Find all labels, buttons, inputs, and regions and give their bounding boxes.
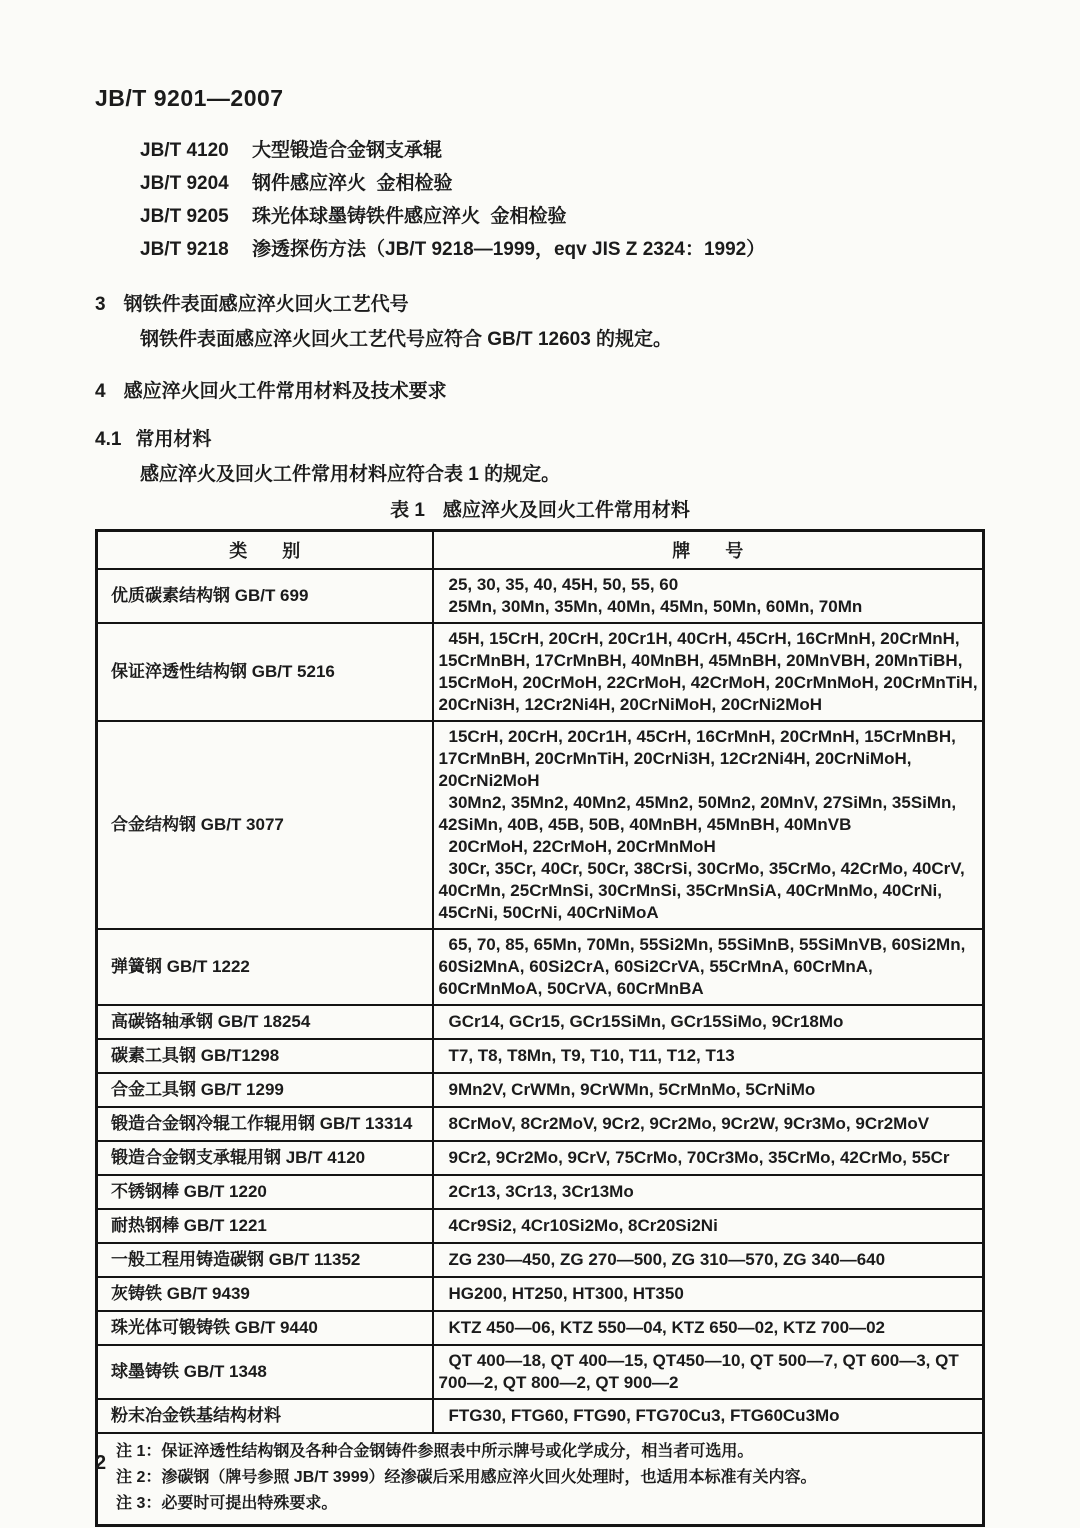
reference-item — [140, 167, 985, 200]
table-row — [97, 1073, 984, 1107]
grade-group: FTG30, FTG60, FTG90, FTG70Cu3, FTG60Cu3Mo — [448, 1406, 840, 1425]
reference-code: JB/T 9204 — [140, 173, 229, 194]
grade-group: 20CrMoH, 22CrMoH, 20CrMnMoH — [448, 837, 716, 856]
grades-cell — [433, 569, 984, 623]
table-row — [97, 1107, 984, 1141]
table-row — [97, 1399, 984, 1433]
standard-number: JB/T 9201—2007 — [95, 85, 284, 111]
table-row — [97, 1243, 984, 1277]
category-column-header: 类 别 — [97, 531, 433, 570]
table-row — [97, 1345, 984, 1399]
grades-cell — [433, 1277, 984, 1311]
materials-notes — [97, 1433, 984, 1526]
category-cell: 灰铸铁 GB/T 9439 — [97, 1277, 433, 1311]
grade-group: 30Mn2, 35Mn2, 40Mn2, 45Mn2, 50Mn2, 20MnV, 27SiMn, 35SiMn, 42SiMn, 40B, 45B, 50B, 40MnBH, 45MnBH, 40MnVB — [438, 793, 957, 834]
category-cell: 合金结构钢 GB/T 3077 — [97, 721, 433, 929]
grade-group: 65, 70, 85, 65Mn, 70Mn, 55Si2Mn, 55SiMnB, 55SiMnVB, 60Si2Mn, 60Si2MnA, 60Si2CrA, 60Si2CrVA, 55CrMnA, 60CrMnA, 60CrMnMoA, 50CrVA, 60CrMnBA — [438, 935, 966, 998]
grades-cell — [433, 1345, 984, 1399]
category-cell: 锻造合金钢支承辊用钢 JB/T 4120 — [97, 1141, 433, 1175]
section-number: 4.1 — [95, 429, 122, 450]
header-row — [97, 531, 984, 570]
grade-group: ZG 230—450, ZG 270—500, ZG 310—570, ZG 340—640 — [448, 1250, 886, 1269]
grade-group: 25, 30, 35, 40, 45H, 50, 55, 60 — [448, 575, 679, 594]
category-cell: 一般工程用铸造碳钢 GB/T 11352 — [97, 1243, 433, 1277]
table-note: 注 3：必要时可提出特殊要求。 — [116, 1495, 338, 1512]
grade-group: 8CrMoV, 8Cr2MoV, 9Cr2, 9Cr2Mo, 9Cr2W, 9Cr3Mo, 9Cr2MoV — [448, 1114, 930, 1133]
table-note: 注 1：保证淬透性结构钢及各种合金钢铸件参照表中所示牌号或化学成分，相当者可选用。 — [116, 1443, 754, 1460]
reference-item — [140, 134, 985, 167]
reference-code: JB/T 9205 — [140, 206, 229, 227]
grades-cell — [433, 1209, 984, 1243]
reference-item — [140, 233, 985, 266]
grades-cell — [433, 1311, 984, 1345]
category-cell: 弹簧钢 GB/T 1222 — [97, 929, 433, 1005]
section-4-1-heading — [95, 427, 985, 453]
grade-group: 9Cr2, 9Cr2Mo, 9CrV, 75CrMo, 70Cr3Mo, 35CrMo, 42CrMo, 55Cr — [448, 1148, 950, 1167]
category-cell: 粉末冶金铁基结构材料 — [97, 1399, 433, 1433]
grades-cell — [433, 1039, 984, 1073]
grades-cell — [433, 1399, 984, 1433]
category-cell: 碳素工具钢 GB/T1298 — [97, 1039, 433, 1073]
table-row — [97, 1175, 984, 1209]
grades-cell — [433, 1141, 984, 1175]
table-caption — [95, 498, 985, 523]
section-number: 4 — [95, 381, 106, 402]
grade-group: 4Cr9Si2, 4Cr10Si2Mo, 8Cr20Si2Ni — [448, 1216, 718, 1235]
references-list — [140, 134, 985, 266]
table-row — [97, 929, 984, 1005]
category-cell: 珠光体可锻铸铁 GB/T 9440 — [97, 1311, 433, 1345]
notes-cell — [97, 1433, 984, 1526]
table-note: 注 2：渗碳钢（牌号参照 JB/T 3999）经渗碳后采用感应淬火回火处理时，也适用本标准有关内容。 — [116, 1469, 817, 1486]
grade-group: 30Cr, 35Cr, 40Cr, 50Cr, 38CrSi, 30CrMo, 35CrMo, 42CrMo, 40CrV, 40CrMn, 25CrMnSi, 30CrMnSi, 35CrMnSiA, 40CrMnMo, 40CrNi, 45CrNi, 50CrNi, 40CrNiMoA — [438, 859, 965, 922]
grades-cell — [433, 929, 984, 1005]
grade-group: 9Mn2V, CrWMn, 9CrWMn, 5CrMnMo, 5CrNiMo — [448, 1080, 816, 1099]
reference-item — [140, 200, 985, 233]
reference-code: JB/T 9218 — [140, 239, 229, 260]
section-4-1-body: 感应淬火及回火工件常用材料应符合表 1 的规定。 — [140, 464, 561, 485]
grade-group: 15CrH, 20CrH, 20Cr1H, 45CrH, 16CrMnH, 20CrMnH, 15CrMnBH, 17CrMnBH, 20CrMnTiH, 20CrNi3H, 12Cr2Ni4H, 20CrNiMoH, 20CrNi2MoH — [438, 727, 956, 790]
table-row — [97, 1311, 984, 1345]
table-row — [97, 1005, 984, 1039]
section-3-body: 钢铁件表面感应淬火回火工艺代号应符合 GB/T 12603 的规定。 — [140, 329, 673, 350]
grades-cell — [433, 1005, 984, 1039]
reference-title: 钢件感应淬火 金相检验 — [252, 173, 453, 194]
section-title: 钢铁件表面感应淬火回火工艺代号 — [123, 294, 409, 315]
category-cell: 高碳铬轴承钢 GB/T 18254 — [97, 1005, 433, 1039]
category-cell: 优质碳素结构钢 GB/T 699 — [97, 569, 433, 623]
materials-rows — [97, 569, 984, 1433]
grades-cell — [433, 1175, 984, 1209]
page-number: 2 — [95, 1452, 107, 1474]
reference-title: 大型锻造合金钢支承辊 — [252, 140, 443, 161]
grades-cell — [433, 1107, 984, 1141]
grades-cell — [433, 721, 984, 929]
category-cell: 球墨铸铁 GB/T 1348 — [97, 1345, 433, 1399]
section-3-heading — [95, 292, 985, 318]
table-row — [97, 1039, 984, 1073]
table-row — [97, 1277, 984, 1311]
section-title: 常用材料 — [135, 429, 212, 450]
table-caption-title: 感应淬火及回火工件常用材料 — [442, 500, 690, 521]
materials-table-header — [97, 531, 984, 570]
category-cell: 锻造合金钢冷辊工作辊用钢 GB/T 13314 — [97, 1107, 433, 1141]
section-title: 感应淬火回火工件常用材料及技术要求 — [123, 381, 447, 402]
grade-group: GCr14, GCr15, GCr15SiMn, GCr15SiMo, 9Cr18Mo — [448, 1012, 844, 1031]
category-cell: 耐热钢棒 GB/T 1221 — [97, 1209, 433, 1243]
grade-group: 45H, 15CrH, 20CrH, 20Cr1H, 40CrH, 45CrH, 16CrMnH, 20CrMnH, 15CrMnBH, 17CrMnBH, 40MnBH, 45MnBH, 20MnVBH, 20MnTiBH, 15CrMoH, 20CrMoH, 22CrMoH, 42CrMoH, 20CrMnMoH, 20CrMnTiH, 20CrNi3H, 12Cr2Ni4H, 20CrNiMoH, 20CrNi2MoH — [438, 629, 978, 714]
table-row — [97, 1209, 984, 1243]
table-caption-label: 表 1 — [390, 500, 425, 521]
table-row — [97, 1141, 984, 1175]
grade-column-header: 牌 号 — [433, 531, 984, 570]
reference-title: 渗透探伤方法（JB/T 9218—1999，eqv JIS Z 2324：1992） — [252, 239, 766, 260]
category-cell: 保证淬透性结构钢 GB/T 5216 — [97, 623, 433, 721]
grades-cell — [433, 1243, 984, 1277]
table-row — [97, 721, 984, 929]
category-cell: 合金工具钢 GB/T 1299 — [97, 1073, 433, 1107]
category-cell: 不锈钢棒 GB/T 1220 — [97, 1175, 433, 1209]
grade-group: 2Cr13, 3Cr13, 3Cr13Mo — [448, 1182, 634, 1201]
reference-code: JB/T 4120 — [140, 140, 229, 161]
materials-table — [95, 529, 985, 1527]
table-row — [97, 569, 984, 623]
table-row — [97, 623, 984, 721]
grade-group: HG200, HT250, HT300, HT350 — [448, 1284, 684, 1303]
section-4-heading — [95, 379, 985, 405]
notes-row — [97, 1433, 984, 1526]
grades-cell — [433, 1073, 984, 1107]
grade-group: KTZ 450—06, KTZ 550—04, KTZ 650—02, KTZ 700—02 — [448, 1318, 886, 1337]
section-number: 3 — [95, 294, 106, 315]
grades-cell — [433, 623, 984, 721]
grade-group: QT 400—18, QT 400—15, QT450—10, QT 500—7, QT 600—3, QT 700—2, QT 800—2, QT 900—2 — [438, 1351, 959, 1392]
reference-title: 珠光体球墨铸铁件感应淬火 金相检验 — [252, 206, 567, 227]
grade-group: T7, T8, T8Mn, T9, T10, T11, T12, T13 — [448, 1046, 735, 1065]
grade-group: 25Mn, 30Mn, 35Mn, 40Mn, 45Mn, 50Mn, 60Mn, 70Mn — [448, 597, 863, 616]
